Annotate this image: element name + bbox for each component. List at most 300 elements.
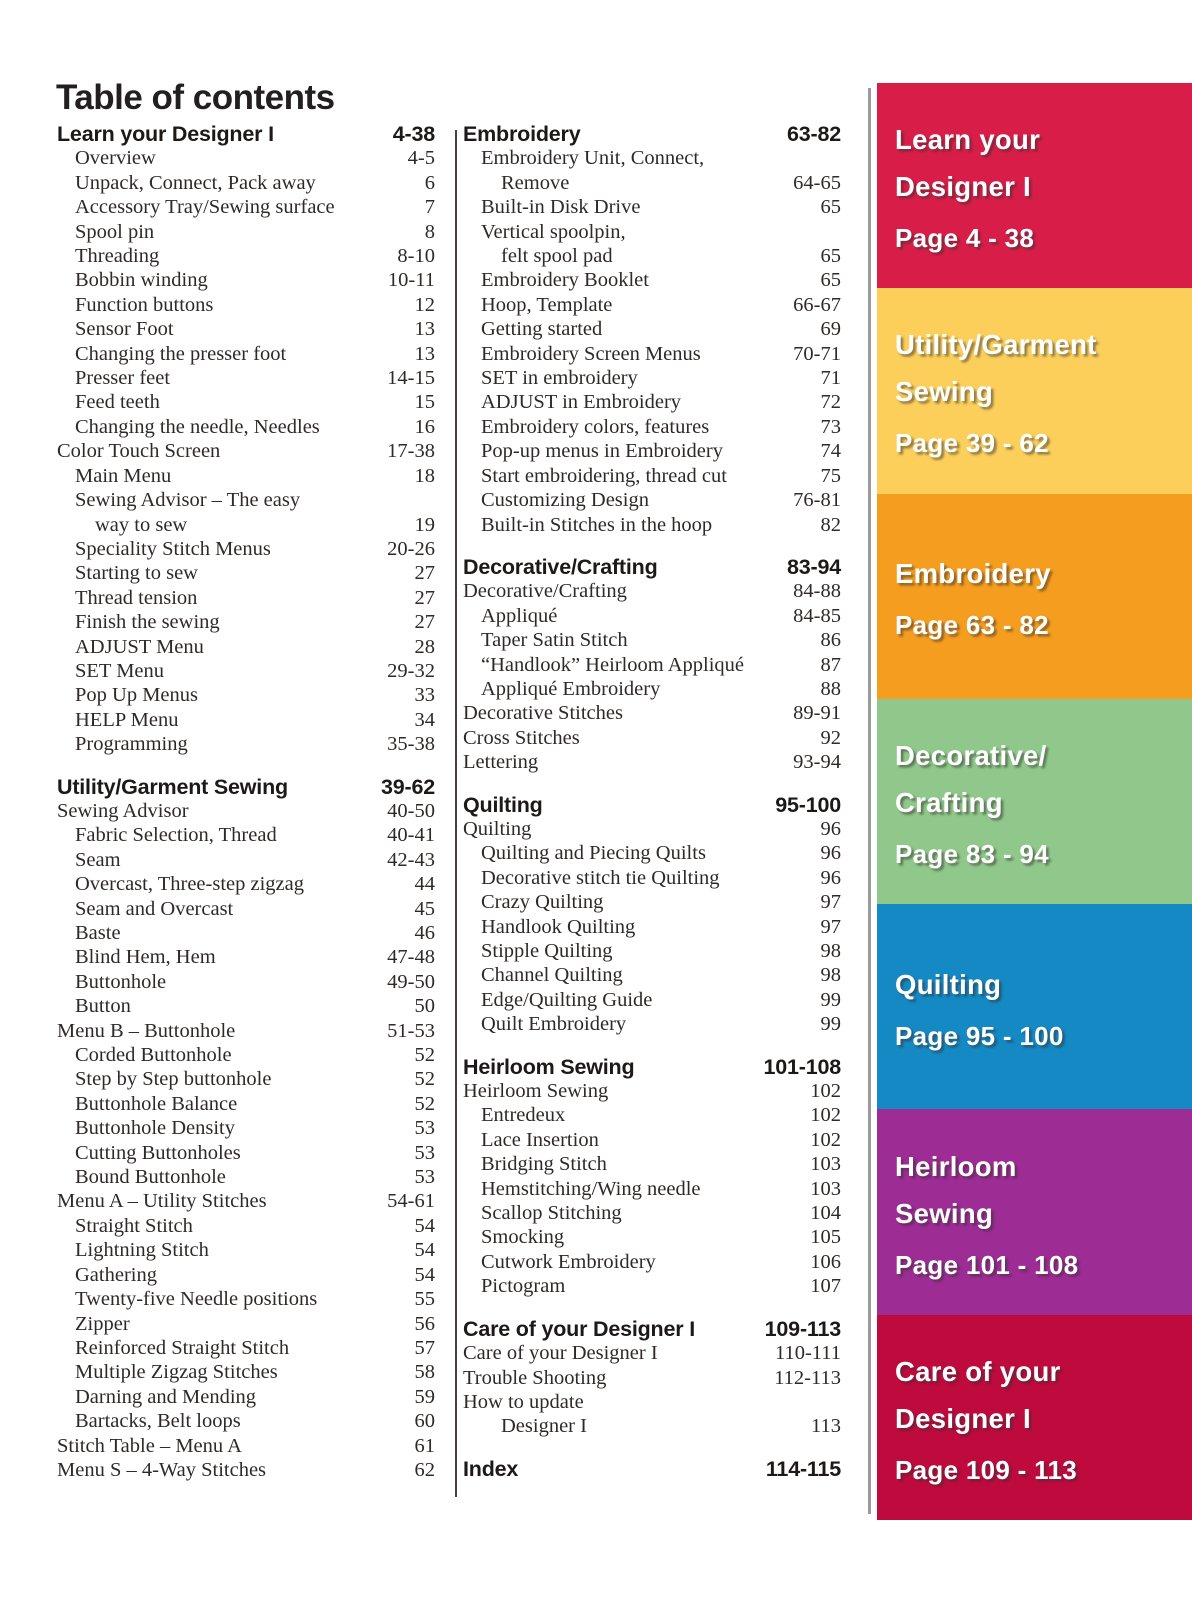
- entry-pages: 20-26: [387, 537, 435, 560]
- entry-label: Decorative/Crafting: [463, 580, 627, 603]
- toc-entry: [57, 1385, 435, 1409]
- toc-entry: [463, 701, 841, 725]
- entry-label: Sewing Advisor – The easy: [75, 489, 301, 512]
- toc-entry: [57, 610, 435, 634]
- entry-pages: 18: [414, 464, 435, 487]
- entry-label: Corded Buttonhole: [75, 1044, 232, 1067]
- toc-section: [463, 1317, 841, 1439]
- toc-entry: [57, 415, 435, 439]
- toc-entry: [57, 1019, 435, 1043]
- tab-title-line: Designer I: [895, 171, 1031, 203]
- entry-label: Edge/Quilting Guide: [481, 988, 653, 1011]
- entry-label: “Handlook” Heirloom Appliqué: [481, 653, 745, 676]
- entry-pages: 53: [414, 1166, 435, 1189]
- toc-entry: [57, 561, 435, 585]
- toc-entry: [57, 872, 435, 896]
- entry-label: Step by Step buttonhole: [75, 1068, 272, 1091]
- toc-entry: [57, 342, 435, 366]
- toc-entry: [57, 1116, 435, 1140]
- toc-entry: [463, 1128, 841, 1152]
- entry-pages: 42-43: [387, 848, 435, 871]
- entry-pages: 109-113: [764, 1316, 841, 1341]
- toc-entry: [57, 268, 435, 292]
- entry-pages: 103: [810, 1153, 841, 1176]
- toc-entry: [463, 677, 841, 701]
- toc-entry: [463, 1177, 841, 1201]
- entry-pages: 98: [820, 964, 841, 987]
- entry-label: Blind Hem, Hem: [75, 946, 216, 969]
- entry-label: Index: [463, 1456, 519, 1481]
- tab-page-label: Page 63 - 82: [895, 610, 1049, 641]
- toc-entry: [463, 513, 841, 537]
- entry-label: Heirloom Sewing: [463, 1054, 635, 1079]
- entry-label: Color Touch Screen: [57, 440, 221, 463]
- entry-label: Speciality Stitch Menus: [75, 537, 271, 560]
- entry-pages: 102: [810, 1104, 841, 1127]
- entry-label: Quilting: [463, 792, 543, 817]
- entry-label: Handlook Quilting: [481, 915, 636, 938]
- entry-pages: 61: [414, 1434, 435, 1457]
- entry-label: Quilting and Piecing Quilts: [481, 842, 706, 865]
- entry-label: Customizing Design: [481, 489, 649, 512]
- toc-section-header: [463, 1055, 841, 1079]
- entry-pages: 65: [820, 269, 841, 292]
- entry-label: Overcast, Three-step zigzag: [75, 873, 304, 896]
- entry-pages: 47-48: [387, 946, 435, 969]
- toc-column-left: [57, 122, 435, 1482]
- entry-label: Reinforced Straight Stitch: [75, 1336, 290, 1359]
- tab-title-line: Utility/Garment: [895, 329, 1097, 361]
- toc-entry: [463, 293, 841, 317]
- toc-entry: [57, 439, 435, 463]
- toc-entry: [463, 750, 841, 774]
- entry-pages: 40-50: [387, 799, 435, 822]
- section-tab: [877, 494, 1192, 699]
- toc-section-header: [463, 555, 841, 579]
- toc-entry: [57, 1287, 435, 1311]
- entry-pages: 56: [414, 1312, 435, 1335]
- toc-section-header: [463, 1457, 841, 1481]
- entry-pages: 54: [414, 1239, 435, 1262]
- entry-pages: 73: [820, 415, 841, 438]
- entry-label: Trouble Shooting: [463, 1366, 607, 1389]
- entry-label: Scallop Stitching: [481, 1202, 622, 1225]
- entry-pages: 59: [414, 1385, 435, 1408]
- entry-pages: 52: [414, 1092, 435, 1115]
- tab-page-label: Page 39 - 62: [895, 428, 1049, 459]
- toc-entry: [57, 390, 435, 414]
- toc-entry: [57, 586, 435, 610]
- section-tabs: [877, 83, 1192, 1520]
- toc-section: [57, 122, 435, 757]
- entry-pages: 96: [820, 842, 841, 865]
- toc-entry: [57, 970, 435, 994]
- entry-label: Twenty-five Needle positions: [75, 1288, 318, 1311]
- entry-pages: 39-62: [381, 774, 435, 799]
- entry-label: Sensor Foot: [75, 318, 174, 341]
- entry-pages: 88: [820, 677, 841, 700]
- entry-label: ADJUST in Embroidery: [481, 391, 682, 414]
- entry-pages: 57: [414, 1336, 435, 1359]
- entry-pages: 4-38: [392, 122, 435, 146]
- toc-entry: [463, 171, 841, 195]
- sidebar-divider-line: [868, 88, 871, 1514]
- toc-entry: [463, 1341, 841, 1365]
- toc-entry: [57, 195, 435, 219]
- entry-pages: 15: [414, 391, 435, 414]
- toc-entry: [57, 244, 435, 268]
- entry-pages: 89-91: [793, 702, 841, 725]
- toc-entry: [57, 848, 435, 872]
- toc-entry: [57, 1409, 435, 1433]
- toc-entry: [57, 635, 435, 659]
- entry-label: Embroidery Booklet: [481, 269, 649, 292]
- entry-label: Cross Stitches: [463, 726, 580, 749]
- entry-pages: 76-81: [793, 489, 841, 512]
- entry-label: Darning and Mending: [75, 1385, 257, 1408]
- entry-label: Lettering: [463, 751, 539, 774]
- entry-pages: 74: [820, 440, 841, 463]
- toc-entry: [57, 1458, 435, 1482]
- page-title: Table of contents: [56, 78, 335, 117]
- tab-title-line: Embroidery: [895, 558, 1051, 590]
- toc-entry: [57, 1092, 435, 1116]
- toc-entry: [463, 1414, 841, 1438]
- entry-pages: 104: [810, 1202, 841, 1225]
- entry-pages: 60: [414, 1410, 435, 1433]
- toc-entry: [57, 1043, 435, 1067]
- toc-entry: [57, 171, 435, 195]
- entry-label: Seam: [75, 848, 121, 871]
- toc-entry: [463, 268, 841, 292]
- entry-pages: 34: [414, 708, 435, 731]
- toc-entry: [57, 1214, 435, 1238]
- toc-entry: [463, 1079, 841, 1103]
- toc-entry: [57, 1336, 435, 1360]
- entry-pages: 12: [414, 293, 435, 316]
- entry-label: Utility/Garment Sewing: [57, 774, 288, 799]
- toc-section: [463, 555, 841, 775]
- entry-pages: 58: [414, 1361, 435, 1384]
- entry-pages: 53: [414, 1141, 435, 1164]
- toc-entry: [463, 464, 841, 488]
- entry-label: Embroidery: [463, 122, 581, 146]
- entry-label: Decorative/Crafting: [463, 554, 658, 579]
- entry-label: Start embroidering, thread cut: [481, 464, 727, 487]
- entry-pages: 19: [414, 513, 435, 536]
- toc-entry: [57, 683, 435, 707]
- entry-pages: 4-5: [407, 147, 435, 170]
- toc-entry: [463, 415, 841, 439]
- entry-label: Finish the sewing: [75, 611, 220, 634]
- entry-label: Care of your Designer I: [463, 1316, 695, 1341]
- entry-pages: 98: [820, 940, 841, 962]
- entry-label: Built-in Disk Drive: [481, 196, 641, 219]
- entry-pages: 49-50: [387, 970, 435, 993]
- entry-pages: 33: [414, 684, 435, 707]
- toc-entry: [463, 317, 841, 341]
- toc-entry: [463, 1012, 841, 1036]
- entry-label: Overview: [75, 147, 156, 170]
- toc-entry: [57, 708, 435, 732]
- tab-page-label: Page 101 - 108: [895, 1249, 1079, 1280]
- entry-label: Seam and Overcast: [75, 897, 234, 920]
- entry-label: way to sew: [95, 513, 188, 536]
- entry-label: Threading: [75, 245, 160, 268]
- tab-title-line: Crafting: [895, 787, 1003, 819]
- entry-label: Appliqué Embroidery: [481, 677, 661, 700]
- entry-pages: 72: [820, 391, 841, 414]
- entry-pages: 51-53: [387, 1019, 435, 1042]
- entry-label: Care of your Designer I: [463, 1342, 658, 1365]
- toc-entry: [463, 1390, 841, 1414]
- toc-entry: [57, 488, 435, 512]
- toc-entry: [57, 732, 435, 756]
- toc-entry: [463, 195, 841, 219]
- toc-entry: [463, 439, 841, 463]
- entry-label: Pop-up menus in Embroidery: [481, 440, 723, 463]
- entry-label: Lightning Stitch: [75, 1239, 209, 1262]
- toc-entry: [57, 945, 435, 969]
- entry-pages: 96: [820, 866, 841, 889]
- tab-page-label: Page 4 - 38: [895, 223, 1035, 254]
- entry-label: Pop Up Menus: [75, 684, 199, 707]
- entry-pages: 70-71: [793, 342, 841, 365]
- entry-label: Heirloom Sewing: [463, 1080, 609, 1103]
- entry-label: Quilting: [463, 817, 532, 840]
- entry-label: Menu A – Utility Stitches: [57, 1190, 267, 1213]
- entry-pages: 99: [820, 988, 841, 1011]
- entry-label: Learn your Designer I: [57, 122, 274, 146]
- entry-pages: 6: [424, 171, 435, 194]
- entry-pages: 54-61: [387, 1190, 435, 1213]
- tab-title-line: Learn your: [895, 124, 1041, 156]
- entry-pages: 99: [820, 1013, 841, 1036]
- entry-label: How to update: [463, 1390, 584, 1413]
- entry-pages: 82: [820, 513, 841, 536]
- toc-entry: [463, 988, 841, 1012]
- toc-entry: [57, 366, 435, 390]
- toc-entry: [57, 1312, 435, 1336]
- entry-label: SET in embroidery: [481, 367, 638, 390]
- entry-label: Decorative stitch tie Quilting: [481, 866, 720, 889]
- toc-entry: [463, 628, 841, 652]
- entry-pages: 17-38: [387, 440, 435, 463]
- toc-entry: [463, 1225, 841, 1249]
- toc-entry: [57, 317, 435, 341]
- section-tab: [877, 288, 1192, 493]
- entry-label: Unpack, Connect, Pack away: [75, 171, 316, 194]
- tab-title-line: Sewing: [895, 1197, 994, 1229]
- section-tab: [877, 1315, 1192, 1520]
- section-tab: [877, 904, 1192, 1109]
- entry-label: Bobbin winding: [75, 269, 208, 292]
- entry-pages: 65: [820, 196, 841, 219]
- toc-section: [57, 775, 435, 1483]
- tab-page-label: Page 95 - 100: [895, 1020, 1064, 1051]
- toc-section-header: [57, 775, 435, 799]
- entry-label: Embroidery colors, features: [481, 415, 710, 438]
- entry-pages: 87: [820, 653, 841, 676]
- entry-pages: 103: [810, 1177, 841, 1200]
- toc-section: [463, 122, 841, 537]
- toc-entry: [57, 1360, 435, 1384]
- toc-entry: [463, 866, 841, 890]
- entry-pages: 46: [414, 922, 435, 944]
- tab-title-line: Heirloom: [895, 1150, 1017, 1182]
- toc-entry: [57, 1434, 435, 1458]
- entry-label: Pictogram: [481, 1275, 566, 1298]
- entry-pages: 52: [414, 1044, 435, 1067]
- toc-section: [463, 793, 841, 1037]
- column-divider-line: [455, 130, 457, 1497]
- entry-label: HELP Menu: [75, 708, 179, 731]
- entry-pages: 66-67: [793, 293, 841, 316]
- entry-label: Designer I: [501, 1415, 587, 1438]
- entry-label: SET Menu: [75, 659, 165, 682]
- toc-entry: [57, 823, 435, 847]
- toc-entry: [57, 513, 435, 537]
- entry-label: Hoop, Template: [481, 293, 613, 316]
- toc-entry: [57, 659, 435, 683]
- entry-pages: 14-15: [387, 367, 435, 390]
- toc-section-header: [57, 122, 435, 146]
- entry-pages: 113: [811, 1415, 841, 1438]
- entry-pages: 65: [820, 245, 841, 268]
- entry-label: Multiple Zigzag Stitches: [75, 1361, 278, 1384]
- entry-pages: 101-108: [763, 1054, 841, 1079]
- entry-pages: 96: [820, 817, 841, 840]
- toc-entry: [57, 464, 435, 488]
- toc-entry: [463, 1103, 841, 1127]
- tab-title-line: Sewing: [895, 376, 994, 408]
- entry-pages: 64-65: [793, 171, 841, 194]
- entry-label: Feed teeth: [75, 391, 160, 414]
- toc-entry: [57, 799, 435, 823]
- entry-label: Decorative Stitches: [463, 702, 623, 725]
- tab-title-line: Designer I: [895, 1402, 1031, 1434]
- entry-label: Stitch Table – Menu A: [57, 1434, 242, 1457]
- toc-entry: [463, 342, 841, 366]
- toc-entry: [57, 1238, 435, 1262]
- entry-pages: 110-111: [774, 1342, 841, 1365]
- entry-label: Crazy Quilting: [481, 891, 604, 914]
- entry-pages: 86: [820, 629, 841, 652]
- toc-entry: [57, 537, 435, 561]
- toc-entry: [463, 220, 841, 244]
- entry-pages: 27: [414, 586, 435, 609]
- entry-label: Appliqué: [481, 604, 558, 627]
- entry-pages: 71: [820, 367, 841, 390]
- entry-label: Changing the needle, Needles: [75, 415, 320, 438]
- toc-entry: [463, 1366, 841, 1390]
- entry-label: Remove: [501, 171, 570, 194]
- entry-label: Quilt Embroidery: [481, 1013, 627, 1036]
- toc-entry: [57, 146, 435, 170]
- toc-entry: [463, 1274, 841, 1298]
- entry-label: Built-in Stitches in the hoop: [481, 513, 713, 536]
- toc-entry: [463, 915, 841, 939]
- toc-entry: [463, 1250, 841, 1274]
- section-tab: [877, 83, 1192, 288]
- entry-label: Channel Quilting: [481, 964, 623, 987]
- tab-title-line: Decorative/: [895, 740, 1047, 772]
- entry-pages: 53: [414, 1117, 435, 1140]
- toc-entry: [463, 817, 841, 841]
- toc-entry: [57, 1189, 435, 1213]
- tab-page-label: Page 83 - 94: [895, 839, 1049, 870]
- toc-entry: [463, 604, 841, 628]
- entry-pages: 102: [810, 1080, 841, 1103]
- entry-pages: 62: [414, 1458, 435, 1481]
- toc-entry: [57, 1141, 435, 1165]
- entry-pages: 28: [414, 635, 435, 658]
- entry-label: Function buttons: [75, 293, 214, 316]
- tab-title-line: Care of your: [895, 1355, 1061, 1387]
- toc-entry: [57, 921, 435, 945]
- entry-pages: 44: [414, 873, 435, 896]
- entry-pages: 102: [810, 1128, 841, 1151]
- toc-entry: [463, 963, 841, 987]
- entry-pages: 63-82: [787, 122, 841, 146]
- toc-entry: [463, 366, 841, 390]
- entry-pages: 40-41: [387, 824, 435, 847]
- entry-pages: 107: [810, 1275, 841, 1298]
- toc-section-header: [463, 122, 841, 146]
- entry-pages: 8: [424, 220, 435, 243]
- entry-pages: 93-94: [793, 751, 841, 774]
- entry-pages: 8-10: [397, 245, 435, 268]
- toc-entry: [57, 220, 435, 244]
- entry-label: Bridging Stitch: [481, 1153, 607, 1176]
- entry-label: Zipper: [75, 1312, 130, 1335]
- entry-label: Accessory Tray/Sewing surface: [75, 196, 335, 219]
- entry-label: Smocking: [481, 1226, 565, 1249]
- entry-pages: 97: [820, 915, 841, 938]
- entry-label: Vertical spoolpin,: [481, 220, 626, 243]
- entry-pages: 45: [414, 897, 435, 920]
- entry-pages: 13: [414, 318, 435, 341]
- toc-entry: [57, 293, 435, 317]
- entry-label: Embroidery Screen Menus: [481, 342, 701, 365]
- entry-label: Straight Stitch: [75, 1214, 193, 1237]
- entry-pages: 27: [414, 611, 435, 634]
- entry-label: ADJUST Menu: [75, 635, 204, 658]
- entry-label: Button: [75, 995, 131, 1018]
- toc-entry: [57, 994, 435, 1018]
- entry-label: felt spool pad: [501, 245, 613, 268]
- section-tab: [877, 1109, 1192, 1314]
- entry-label: Baste: [75, 922, 121, 944]
- entry-pages: 114-115: [765, 1456, 841, 1481]
- toc-entry: [463, 939, 841, 963]
- toc-entry: [463, 841, 841, 865]
- toc-entry: [463, 244, 841, 268]
- tab-page-label: Page 109 - 113: [895, 1454, 1077, 1485]
- entry-label: Taper Satin Stitch: [481, 629, 628, 652]
- toc-entry: [463, 1201, 841, 1225]
- toc-entry: [463, 579, 841, 603]
- toc-entry: [463, 146, 841, 170]
- entry-label: Thread tension: [75, 586, 198, 609]
- toc-entry: [463, 390, 841, 414]
- entry-label: Entredeux: [481, 1104, 566, 1127]
- entry-label: Sewing Advisor: [57, 799, 189, 822]
- section-tab: [877, 699, 1192, 904]
- entry-pages: 69: [820, 318, 841, 341]
- toc-column-middle: [463, 122, 841, 1481]
- entry-pages: 16: [414, 415, 435, 438]
